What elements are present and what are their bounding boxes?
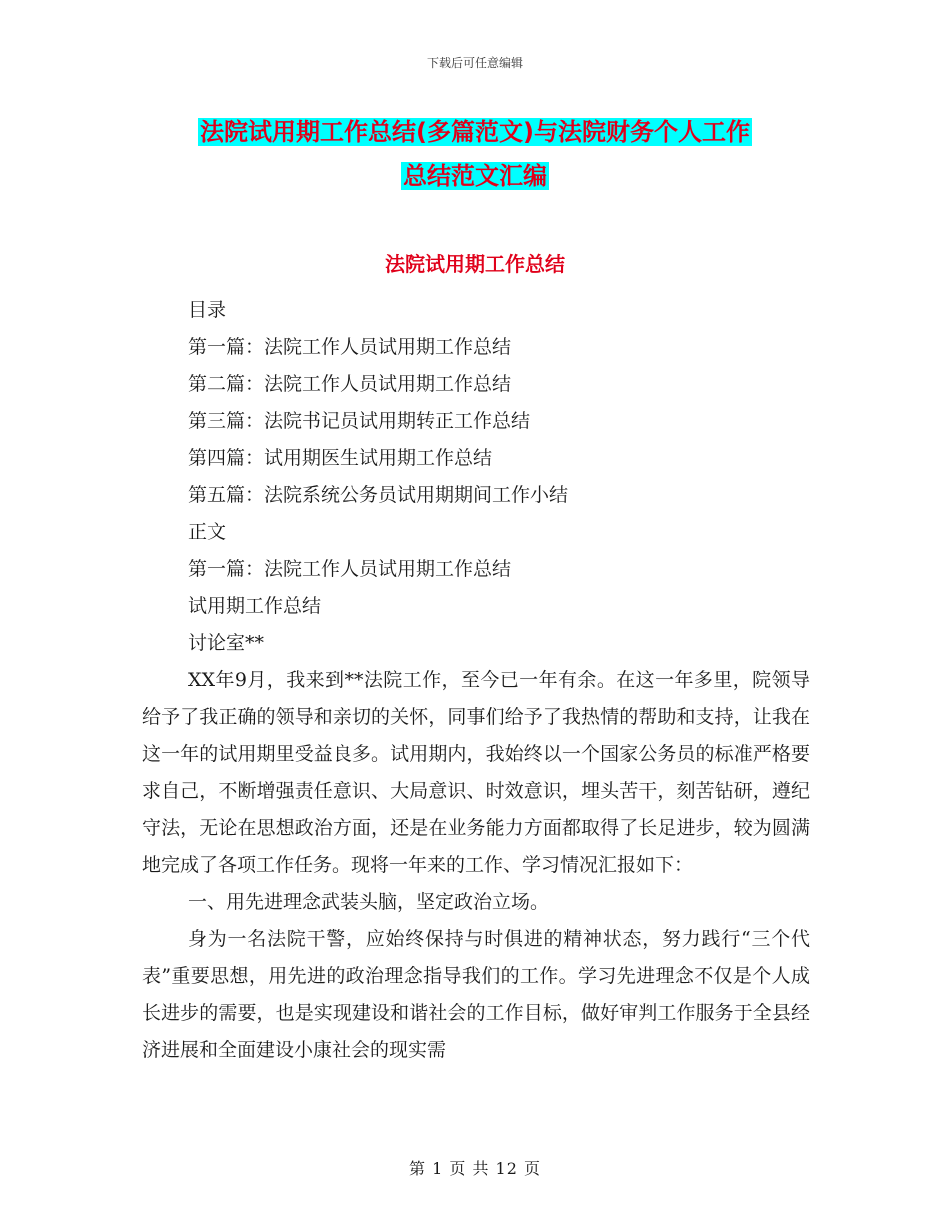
doc-title: 试用期工作总结: [188, 595, 322, 617]
toc-item: 第五篇：法院系统公务员试用期期间工作小结: [188, 484, 569, 506]
section-title: 法院试用期工作总结: [385, 252, 565, 276]
body-paragraph: XX年9月，我来到**法院工作，至今已一年有余。在这一年多里，院领导给予了我正确的领导和亲切的关怀，同事们给予了我热情的帮助和支持，让我在这一年的试用期里受益良多。试用期内，我始终以一个国家公务员的标准严格要求自己，不断增强责任意识、大局意识、时效意识，埋头苦干，刻苦钻研，遵纪守法，无论在思想政治方面，还是在业务能力方面都取得了长足进步，较为圆满地完成了各项工作任务。现将一年来的工作、学习情况汇报如下：: [142, 669, 810, 876]
body-heading: 正文: [188, 521, 227, 543]
document-title: [0, 110, 950, 198]
author-line: 讨论室**: [188, 632, 265, 654]
toc-item: 第三篇：法院书记员试用期转正工作总结: [188, 410, 531, 432]
section-heading-paragraph: 一、用先进理念武装头脑，坚定政治立场。: [188, 891, 550, 913]
page-number: 第 1 页 共 12 页: [409, 1159, 541, 1178]
body-paragraph: 身为一名法院干警，应始终保持与时俱进的精神状态，努力践行“三个代表”重要思想，用先进的政治理念指导我们的工作。学习先进理念不仅是个人成长进步的需要，也是实现建设和谐社会的工作目标，做好审判工作服务于全县经济进展和全面建设小康社会的现实需: [142, 928, 810, 1061]
toc-heading: 目录: [188, 299, 227, 321]
article-title: 第一篇：法院工作人员试用期工作总结: [188, 558, 512, 580]
toc-item: 第二篇：法院工作人员试用期工作总结: [188, 373, 512, 395]
toc-item: 第四篇：试用期医生试用期工作总结: [188, 447, 493, 469]
title-line-2: 总结范文汇编: [403, 162, 547, 190]
toc-item: 第一篇：法院工作人员试用期工作总结: [188, 336, 512, 358]
title-line-1: 法院试用期工作总结(多篇范文)与法院财务个人工作: [200, 118, 750, 146]
document-body: [142, 292, 810, 1069]
page-header-note: 下载后可任意编辑: [426, 56, 523, 70]
